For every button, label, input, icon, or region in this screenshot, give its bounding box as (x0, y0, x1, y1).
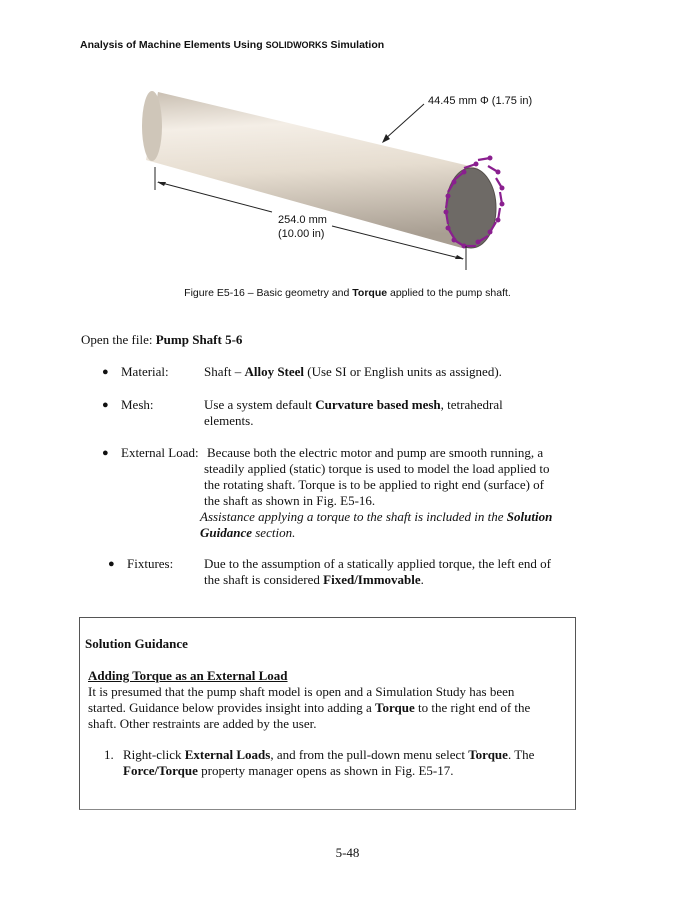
step-e: . The (507, 747, 535, 762)
step-d: Torque (468, 747, 508, 762)
material-label: Material: (121, 364, 169, 379)
open-file-prefix: Open the file: (81, 332, 156, 347)
step2-c: property manager opens as shown in Fig. E5-17. (197, 763, 454, 778)
material-t2: (Use SI or English units as assigned). (304, 364, 502, 379)
external-load-line4: the shaft as shown in Fig. E5-16. (204, 493, 376, 508)
guidance-title-text: Solution Guidance (85, 636, 188, 651)
material-b1: Alloy Steel (244, 364, 305, 379)
header-text: Analysis of Machine Elements Using (80, 39, 266, 51)
step-b: External Loads (184, 747, 271, 762)
step-line2 (123, 763, 454, 779)
open-file-name: Pump Shaft 5-6 (155, 332, 243, 347)
step-line1 (123, 747, 534, 763)
external-load-label: External Load: (121, 445, 199, 460)
mesh-t2: , tetrahedral (440, 397, 503, 412)
guidance-p2-bold: Torque (375, 700, 415, 715)
guidance-p2 (88, 700, 530, 716)
guidance-p3: shaft. Other restraints are added by the user. (88, 716, 317, 731)
bullet-dot: ● (102, 366, 109, 378)
external-load-line1: Because both the electric motor and pump are smooth running, a (207, 445, 544, 460)
shaft-figure (0, 0, 695, 300)
guidance-subtitle (88, 668, 288, 684)
bullet-dot: ● (108, 558, 115, 570)
material-t1: Shaft – (204, 364, 245, 379)
caption-bold: Torque (352, 287, 388, 299)
mesh-value (204, 397, 503, 413)
length-label-in: (10.00 in) (278, 228, 325, 240)
fixtures-prefix: the shaft is considered (204, 572, 324, 587)
caption-prefix: Figure E5-16 – Basic geometry and (184, 287, 353, 299)
mesh-t1: Use a system default (204, 397, 316, 412)
guidance-p1: It is presumed that the pump shaft model is open and a Simulation Study has been (88, 684, 515, 699)
assistance-italic: Assistance applying a torque to the shaft is included in the (200, 509, 507, 524)
assistance-bold2: Guidance (200, 525, 252, 540)
caption-suffix: applied to the pump shaft. (387, 287, 511, 299)
external-load-line2: steadily applied (static) torque is used to model the load applied to (204, 461, 550, 476)
figure-caption (0, 287, 695, 299)
step-a: Right-click (123, 747, 185, 762)
step-number: 1. (104, 747, 114, 762)
mesh-line2: elements. (204, 413, 254, 428)
bullet-dot: ● (102, 399, 109, 411)
assistance-italic2: section. (252, 525, 296, 540)
header-caps: SOLIDWORKS (265, 40, 328, 50)
assistance-note-line2 (200, 525, 295, 541)
step-c: , and from the pull-down menu select (270, 747, 469, 762)
assistance-bold: Solution (506, 509, 553, 524)
guidance-subtitle-text: Adding Torque as an External Load (88, 668, 288, 683)
mesh-b1: Curvature based mesh (315, 397, 441, 412)
guidance-p2-text: started. Guidance below provides insight into adding a (88, 700, 376, 715)
fixtures-suffix: . (420, 572, 424, 587)
assistance-note-line1 (200, 509, 552, 525)
bullet-dot: ● (102, 447, 109, 459)
page-number: 5-48 (335, 845, 360, 860)
fixtures-line1: Due to the assumption of a statically applied torque, the left end of (204, 556, 551, 571)
fixtures-label: Fixtures: (127, 556, 174, 571)
length-label-mm: 254.0 mm (278, 214, 327, 226)
fixtures-bold: Fixed/Immovable (323, 572, 421, 587)
diameter-label: 44.45 mm Φ (1.75 in) (428, 95, 533, 107)
solution-guidance-box (79, 617, 576, 810)
fixtures-line2 (204, 572, 424, 588)
guidance-title (85, 636, 188, 652)
mesh-label: Mesh: (121, 397, 154, 412)
header-suffix: Simulation (327, 39, 385, 51)
material-value (204, 364, 502, 380)
step2-b: Force/Torque (123, 763, 198, 778)
external-load-line3: the rotating shaft. Torque is to be applied to right end (surface) of (204, 477, 544, 492)
shaft-left-end (142, 91, 162, 161)
guidance-p2-suffix: to the right end of the (414, 700, 531, 715)
open-file-line (81, 332, 242, 348)
